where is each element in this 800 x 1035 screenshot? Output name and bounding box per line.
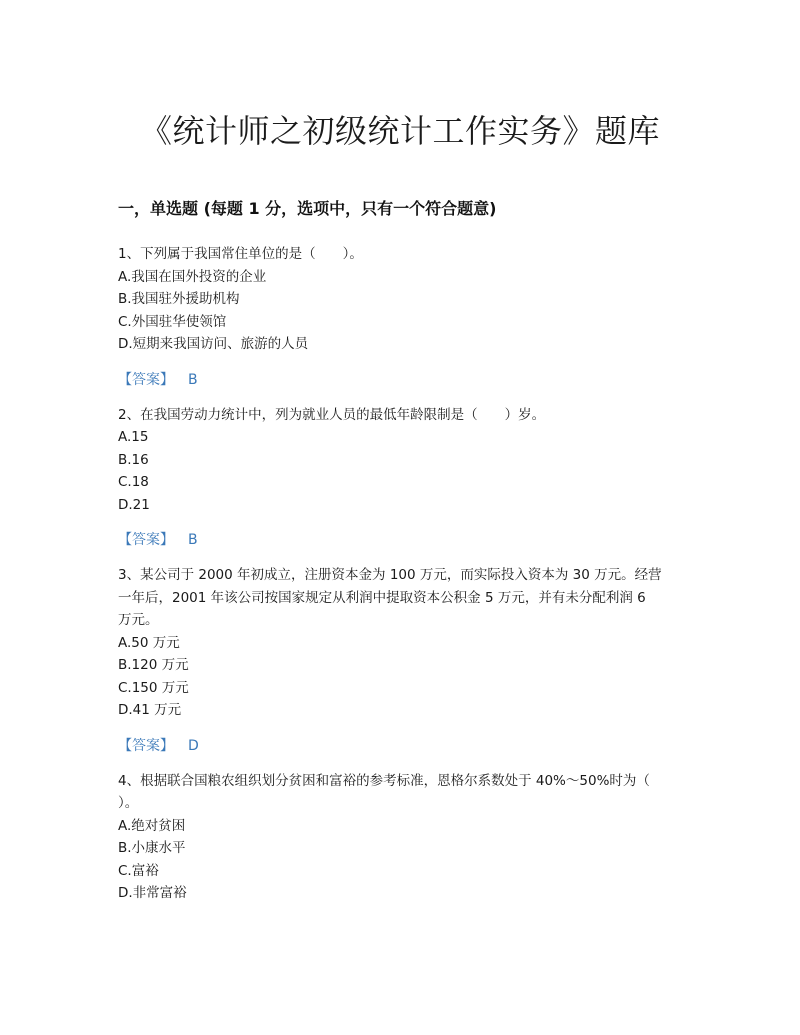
answer-label: 【答案】 bbox=[118, 532, 174, 548]
option-d: D.短期来我国访问、旅游的人员 bbox=[118, 336, 309, 352]
question-3 bbox=[118, 564, 678, 757]
answer-line bbox=[118, 369, 678, 391]
answer-value: B bbox=[188, 532, 198, 548]
question-stem: 一年后，2001 年该公司按国家规定从利润中提取资本公积金 5 万元，并有未分配利润 6 bbox=[118, 589, 646, 606]
question-stem: 3、某公司于 2000 年初成立，注册资本金为 100 万元，而实际投入资本为 30 万元。经营 bbox=[118, 567, 662, 583]
answer-label: 【答案】 bbox=[118, 737, 174, 754]
option-b: B.16 bbox=[118, 451, 149, 468]
option-b: B.120 万元 bbox=[118, 657, 189, 673]
answer-value: B bbox=[188, 371, 198, 388]
question-1 bbox=[118, 243, 678, 391]
option-d: D.41 万元 bbox=[118, 702, 182, 718]
answer-label: 【答案】 bbox=[118, 371, 174, 388]
question-list bbox=[118, 243, 678, 905]
option-c: C.18 bbox=[118, 474, 149, 490]
option-b: B.我国驻外援助机构 bbox=[118, 291, 240, 307]
option-c: C.150 万元 bbox=[118, 679, 189, 696]
section-heading: 一，单选题 (每题 1 分，选项中，只有一个符合题意) bbox=[118, 199, 497, 218]
option-a: A.15 bbox=[118, 429, 149, 445]
question-stem: 1、下列属于我国常住单位的是（ ）。 bbox=[118, 246, 363, 262]
question-stem: 万元。 bbox=[118, 612, 159, 628]
answer-line bbox=[118, 735, 678, 757]
option-a: A.50 万元 bbox=[118, 634, 180, 651]
option-d: D.非常富裕 bbox=[118, 885, 187, 901]
answer-line bbox=[118, 529, 678, 551]
option-d: D.21 bbox=[118, 496, 150, 513]
document-title: 《统计师之初级统计工作实务》题库 bbox=[139, 112, 660, 150]
question-4 bbox=[118, 770, 678, 905]
question-stem: 4、根据联合国粮农组织划分贫困和富裕的参考标准，恩格尔系数处于 40%～50%时为（ bbox=[118, 772, 650, 789]
option-a: A.绝对贫困 bbox=[118, 817, 186, 834]
option-c: C.外国驻华使领馆 bbox=[118, 313, 227, 330]
question-stem: 2、在我国劳动力统计中，列为就业人员的最低年龄限制是（ ）岁。 bbox=[118, 406, 546, 423]
question-stem: ）。 bbox=[118, 795, 139, 811]
option-b: B.小康水平 bbox=[118, 840, 186, 856]
question-2 bbox=[118, 404, 678, 552]
option-c: C.富裕 bbox=[118, 862, 159, 879]
option-a: A.我国在国外投资的企业 bbox=[118, 268, 267, 285]
answer-value: D bbox=[188, 737, 199, 754]
